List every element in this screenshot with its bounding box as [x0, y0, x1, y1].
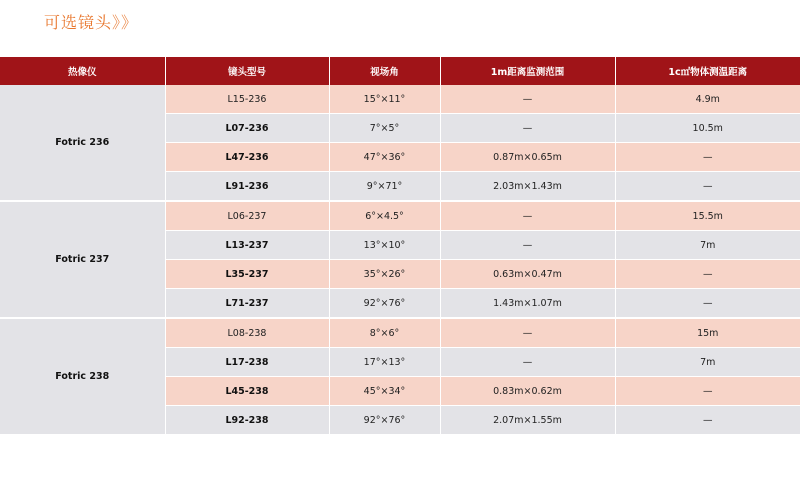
lens-model-cell: L92-238 [165, 406, 329, 436]
header-1cm2-distance: 1c㎡物体测温距离 [615, 57, 800, 85]
range-1m-cell: — [440, 318, 615, 348]
range-1m-cell: 1.43m×1.07m [440, 289, 615, 319]
range-1m-cell: 2.07m×1.55m [440, 406, 615, 436]
distance-1cm2-cell: — [615, 260, 800, 289]
distance-1cm2-cell: — [615, 406, 800, 436]
distance-1cm2-cell: 7m [615, 231, 800, 260]
field-of-view-cell: 35°×26° [329, 260, 440, 289]
distance-1cm2-cell: — [615, 377, 800, 406]
header-field-of-view: 视场角 [329, 57, 440, 85]
range-1m-cell: 2.03m×1.43m [440, 172, 615, 202]
range-1m-cell: 0.83m×0.62m [440, 377, 615, 406]
distance-1cm2-cell: 4.9m [615, 85, 800, 114]
camera-model-cell: Fotric 238 [0, 318, 165, 435]
lens-model-cell: L07-236 [165, 114, 329, 143]
distance-1cm2-cell: 15m [615, 318, 800, 348]
field-of-view-cell: 45°×34° [329, 377, 440, 406]
table-body [0, 85, 800, 435]
lens-model-cell: L15-236 [165, 85, 329, 114]
field-of-view-cell: 92°×76° [329, 406, 440, 436]
range-1m-cell: — [440, 201, 615, 231]
field-of-view-cell: 6°×4.5° [329, 201, 440, 231]
range-1m-cell: — [440, 231, 615, 260]
lens-model-cell: L47-236 [165, 143, 329, 172]
table-header-row [0, 57, 800, 85]
lens-model-cell: L71-237 [165, 289, 329, 319]
field-of-view-cell: 17°×13° [329, 348, 440, 377]
range-1m-cell: 0.87m×0.65m [440, 143, 615, 172]
field-of-view-cell: 8°×6° [329, 318, 440, 348]
range-1m-cell: — [440, 114, 615, 143]
range-1m-cell: — [440, 348, 615, 377]
distance-1cm2-cell: — [615, 143, 800, 172]
lens-model-cell: L17-238 [165, 348, 329, 377]
field-of-view-cell: 9°×71° [329, 172, 440, 202]
distance-1cm2-cell: 15.5m [615, 201, 800, 231]
lens-model-cell: L35-237 [165, 260, 329, 289]
field-of-view-cell: 7°×5° [329, 114, 440, 143]
table-row [0, 318, 800, 348]
distance-1cm2-cell: 7m [615, 348, 800, 377]
lens-model-cell: L45-238 [165, 377, 329, 406]
header-1m-range: 1m距离监测范围 [440, 57, 615, 85]
camera-model-cell: Fotric 236 [0, 85, 165, 201]
header-camera: 热像仪 [0, 57, 165, 85]
lens-model-cell: L08-238 [165, 318, 329, 348]
camera-model-cell: Fotric 237 [0, 201, 165, 318]
distance-1cm2-cell: — [615, 289, 800, 319]
range-1m-cell: 0.63m×0.47m [440, 260, 615, 289]
distance-1cm2-cell: 10.5m [615, 114, 800, 143]
lens-model-cell: L06-237 [165, 201, 329, 231]
field-of-view-cell: 47°×36° [329, 143, 440, 172]
field-of-view-cell: 92°×76° [329, 289, 440, 319]
table-row [0, 85, 800, 114]
distance-1cm2-cell: — [615, 172, 800, 202]
field-of-view-cell: 15°×11° [329, 85, 440, 114]
header-lens-model: 镜头型号 [165, 57, 329, 85]
lens-options-table [0, 57, 800, 436]
range-1m-cell: — [440, 85, 615, 114]
lens-model-cell: L13-237 [165, 231, 329, 260]
lens-model-cell: L91-236 [165, 172, 329, 202]
table-row [0, 201, 800, 231]
field-of-view-cell: 13°×10° [329, 231, 440, 260]
page-title: 可选镜头》》 [44, 13, 139, 32]
